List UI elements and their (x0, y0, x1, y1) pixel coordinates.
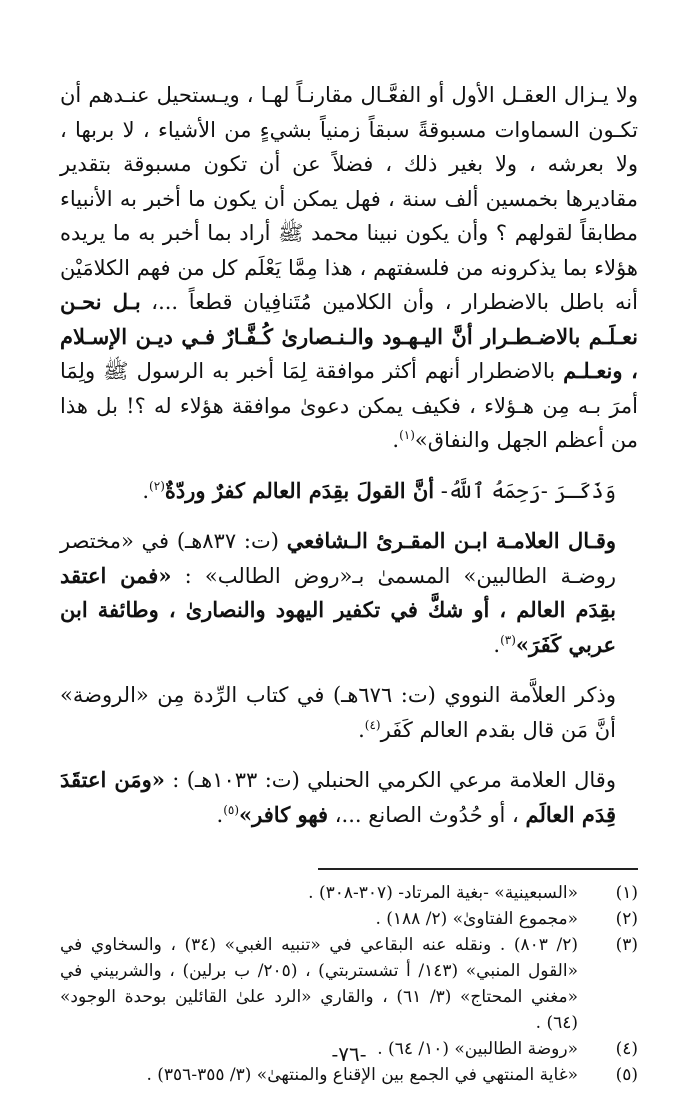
footnote-ref-1[interactable]: (١) (399, 428, 415, 442)
paragraph-3: وقـال العلامـة ابـن المقـرئ الـشافعي (ت: ٨٣٧هـ) في «مختصر روضـة الطالبين» المسمىٰ بـ«روض الطالب» : «فمن اعتقد بقِدَم العالم ، أو شكَّ في تكفير اليهود والنصارىٰ ، وطائفة ابن عربي كَفَرَ»$^{(٣)}$. (60, 528, 616, 657)
footnote-text: «مجموع الفتاوىٰ» (٢/ ١٨٨) . (375, 909, 578, 929)
footnote (60, 932, 638, 1036)
paragraph-4-text: وذكر العلاَّمة النووي (ت: ٦٧٦هـ) في كتاب الرِّدة مِن «الروضة» أنَّ مَن قال بقدم العالم كَفَر (60, 683, 616, 742)
paragraph-5: وقال العلامة مرعي الكرمي الحنبلي (ت: ١٠٣٣هـ) : «ومَن اعتقَدَ قِدَم العالَم ، أو حُدُوث الصانع ...، فهو كافر»$^{(٥)}$. (60, 767, 616, 827)
footnote-text: (٢/ ٨٠٣) . ونقله عنه البقاعي في «تنبيه الغبي» (٣٤) ، والسخاوي في «القول المنبي» (١٤٣/ أ تشستربتي) ، (٢٠٥/ ب برلين) ، والشربيني في «مغني المحتاج» (٣/ ٦١) ، والقاري «الرد علىٰ القائلين بوحدة الوجود» (٦٤) . (60, 935, 578, 1033)
footnote-number: (٥) (615, 1065, 638, 1085)
footnote-ref-2[interactable]: (٢) (149, 478, 165, 493)
footnote-ref-5[interactable]: (٥) (223, 802, 240, 817)
footnote-divider (318, 868, 638, 870)
footnote-ref-4[interactable]: (٤) (364, 717, 381, 732)
paragraph-3-bold-name: وقـال العلامـة ابـن المقـرئ الـشافعي (286, 528, 616, 553)
paragraph-1-end: بالاضطرار أنهم أكثر موافقة لِمَا أخبر به الرسول ﷺ ولِمَا أمرَ بـه مِن هـؤلاء ، فكيف يمكن دعوىٰ موافقة هؤلاء له ؟! بل هذا من أعظم الجهل والنفاق» (60, 359, 638, 452)
footnote-text: «روضة الطالبين» (١٠/ ٦٤) . (377, 1039, 578, 1059)
paragraph-4: وذكر العلاَّمة النووي (ت: ٦٧٦هـ) في كتاب الرِّدة مِن «الروضة» أنَّ مَن قال بقدم العالم كَفَر$^{(٤)}$. (60, 683, 616, 742)
footnote-number: (١) (615, 883, 638, 903)
footnote (60, 880, 638, 906)
footnote-number: (٢) (615, 909, 638, 929)
footnote-number: (٤) (615, 1039, 638, 1059)
paragraph-1-bold: بـل نحـن نعـلَـم بالاضـطـرار أنَّ اليـهـود والـنـصارىٰ كُـفَّـارٌ فـي ديـن الإسـلام ، ونعـلـم (60, 289, 638, 383)
footnote-text: «غاية المنتهي في الجمع بين الإقناع والمنتهىٰ» (٣/ ٣٥٥-٣٥٦) . (146, 1065, 578, 1085)
page-number: -٧٦- (331, 1042, 367, 1066)
paragraph-5-quote: «ومَن اعتقَدَ قِدَم العالَم (60, 767, 616, 827)
paragraph-2: وَذَكَـرَ -رَحِمَهُ ٱللَّهُ- أنَّ القولَ بقِدَم العالم كفرٌ وردّةٌ$^{(٢)}$. (142, 477, 616, 503)
paragraph-5-quote-end: فهو كافر» (239, 801, 329, 827)
footnote-number: (٣) (615, 935, 638, 955)
paragraph-3-quote: «فمن اعتقد بقِدَم العالم ، أو شكَّ في تكفير اليهود والنصارىٰ ، وطائفة ابن عربي كَفَرَ» (60, 562, 616, 657)
paragraph-2-text: وَذَكَـرَ -رَحِمَهُ ٱللَّهُ- (434, 478, 616, 503)
footnote (60, 906, 638, 932)
footnote-ref-3[interactable]: (٣) (500, 632, 516, 647)
paragraph-1: ولا يـزال العقـل الأول أو الفعَّـال مقارنـاً لهـا ، ويـستحيل عنـدهم أن تكـون السماوات مسبوقةً سبقاً زمنياً بشيءٍ من الأشياء ، لا بربها ، ولا بعرشه ، ولا بغير ذلك ، فضلاً عن أن تكون مسبوقة بتقدير مقاديرها بخمسين ألف سنة ، فهل يمكن أن يكون ما أخبر به الأنبياء مطابقاً لقولهم ؟ وأن يكون نبينا محمد ﷺ أراد بما أخبر به ما يريده هؤلاء بما يذكرونه من فلسفتهم ، هذا مِمَّا يَعْلَم كل من فهم الكلامَيْن أنه باطل بالاضطرار ، وأن الكلامين مُتَنافِيان قطعاً ...، بـل نحـن نعـلَـم بالاضـطـرار أنَّ اليـهـود والـنـصارىٰ كُـفَّـارٌ فـي ديـن الإسـلام ، ونعـلـم بالاضطرار أنهم أكثر موافقة لِمَا أخبر به الرسول ﷺ ولِمَا أمرَ بـه مِن هـؤلاء ، فكيف يمكن دعوىٰ موافقة هؤلاء له ؟! بل هذا من أعظم الجهل والنفاق»$^{(١)}$. (60, 83, 638, 452)
paragraph-5-text-2: ، أو حُدُوث الصانع ...، (328, 802, 519, 827)
paragraph-3-text: (ت: ٨٣٧هـ) في «مختصر روضـة الطالبين» المسمىٰ بـ«روض الطالب» : (60, 529, 616, 588)
paragraph-1-text: ولا يـزال العقـل الأول أو الفعَّـال مقارنـاً لهـا ، ويـستحيل عنـدهم أن تكـون السماوات مسبوقةً سبقاً زمنياً بشيءٍ من الأشياء ، لا بربها ، ولا بعرشه ، ولا بغير ذلك ، فضلاً عن أن تكون مسبوقة بتقدير مقاديرها بخمسين ألف سنة ، فهل يمكن أن يكون ما أخبر به الأنبياء مطابقاً لقولهم ؟ وأن يكون نبينا محمد ﷺ أراد بما أخبر به ما يريده هؤلاء بما يذكرونه من فلسفتهم ، هذا مِمَّا يَعْلَم كل من فهم الكلامَيْن أنه باطل بالاضطرار ، وأن الكلامين مُتَنافِيان قطعاً ...، (60, 83, 638, 314)
paragraph-5-text: وقال العلامة مرعي الكرمي الحنبلي (ت: ١٠٣٣هـ) : (164, 768, 616, 792)
paragraph-2-bold: أنَّ القولَ بقِدَم العالم كفرٌ وردّةٌ (164, 477, 435, 503)
footnote-text: «السبعينية» -بغية المرتاد- (٣٠٧-٣٠٨) . (308, 883, 578, 903)
